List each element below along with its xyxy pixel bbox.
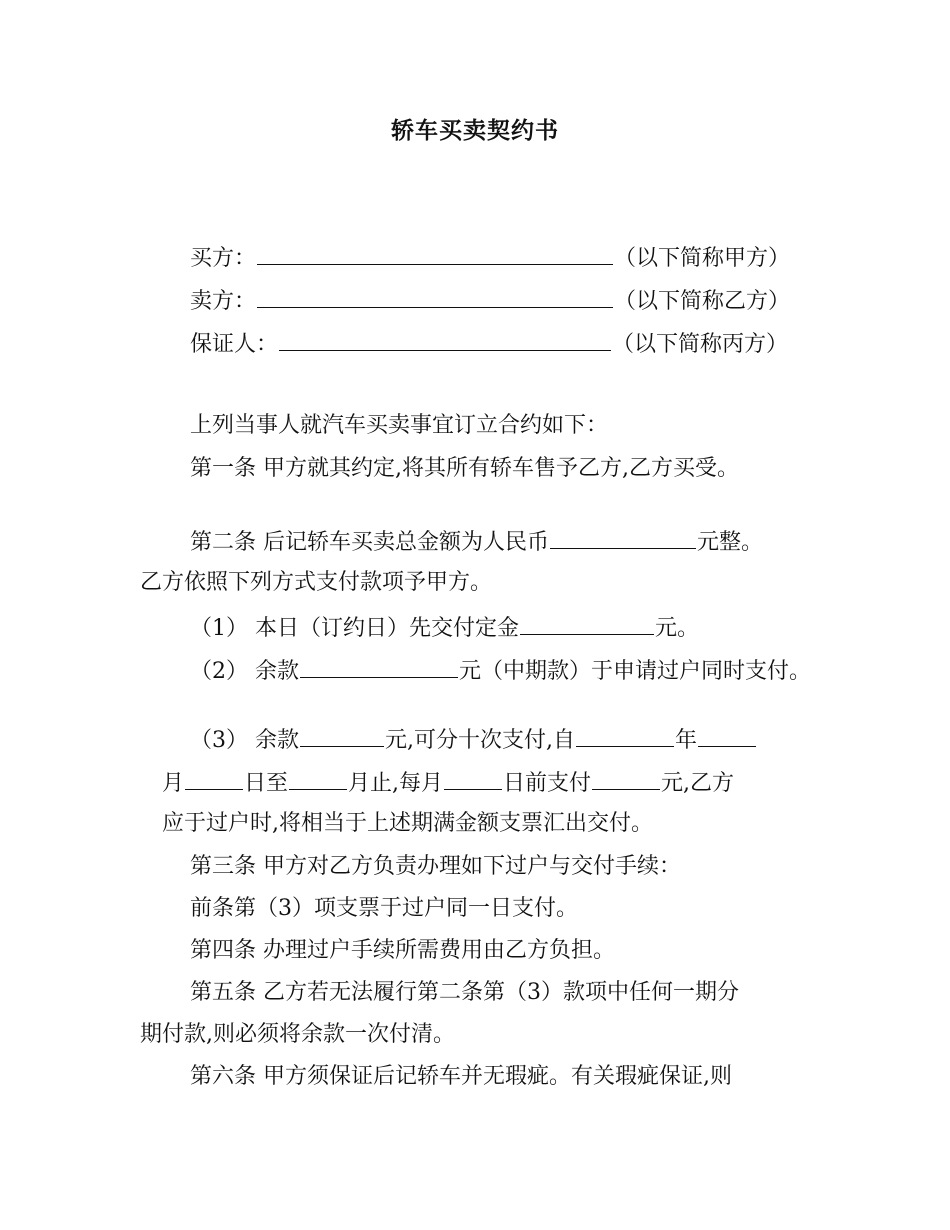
article-5-line-1: 第五条 乙方若无法履行第二条第（3）款项中任何一期分 — [190, 980, 739, 1005]
balance-amount-blank[interactable] — [300, 724, 384, 747]
payment-item-1-text: （1） 本日（订约日）先交付定金 — [190, 616, 519, 641]
payment-item-3-month: 月 — [162, 771, 185, 796]
payment-item-3-line-3: 应于过户时,将相当于上述期满金额支票汇出交付。 — [162, 811, 653, 836]
buyer-blank[interactable] — [257, 242, 613, 265]
payment-item-2-text: （2） 余款 — [190, 659, 299, 684]
installment-amount-blank[interactable] — [592, 767, 660, 790]
midterm-amount-blank[interactable] — [300, 655, 458, 678]
article-2-text-a: 第二条 后记轿车买卖总金额为人民币 — [190, 530, 549, 555]
payment-item-1 — [190, 612, 699, 643]
due-day-blank[interactable] — [444, 767, 502, 790]
payment-item-3-day-to: 日至 — [244, 771, 289, 796]
start-day-blank[interactable] — [185, 767, 243, 790]
start-year-blank[interactable] — [576, 724, 674, 747]
guarantor-suffix: （以下简称丙方） — [612, 332, 789, 357]
payment-item-1-unit: 元。 — [655, 616, 700, 641]
guarantor-blank[interactable] — [279, 328, 611, 351]
end-month-blank[interactable] — [289, 767, 347, 790]
seller-blank[interactable] — [257, 285, 613, 308]
buyer-label: 买方： — [190, 246, 257, 271]
payment-item-3-pay-before: 日前支付 — [503, 771, 592, 796]
payment-item-3-text-a: （3） 余款 — [190, 728, 299, 753]
article-6: 第六条 甲方须保证后记轿车并无瑕疵。有关瑕疵保证,则 — [190, 1064, 732, 1089]
article-4: 第四条 办理过户手续所需费用由乙方负担。 — [190, 938, 615, 963]
document-title: 轿车买卖契约书 — [391, 117, 559, 144]
article-2-line-1 — [190, 526, 763, 557]
guarantor-label: 保证人： — [190, 332, 279, 357]
seller-suffix: （以下简称乙方） — [614, 289, 791, 314]
payment-item-2 — [190, 655, 811, 686]
payment-item-2-rest: 元（中期款）于申请过户同时支付。 — [459, 659, 812, 684]
guarantor-line — [190, 328, 788, 359]
article-5-line-2: 期付款,则必须将余款一次付清。 — [140, 1022, 455, 1047]
payment-item-3-line-1 — [190, 724, 757, 755]
deposit-amount-blank[interactable] — [520, 612, 654, 635]
seller-label: 卖方： — [190, 289, 257, 314]
seller-line — [190, 285, 790, 316]
payment-item-3-year: 年 — [675, 728, 698, 753]
total-amount-blank[interactable] — [550, 526, 696, 549]
buyer-suffix: （以下简称甲方） — [614, 246, 791, 271]
intro-paragraph: 上列当事人就汽车买卖事宜订立合约如下： — [190, 413, 609, 438]
payment-item-3-text-b: 元,可分十次支付,自 — [385, 728, 575, 753]
article-3: 第三条 甲方对乙方负责办理如下过户与交付手续： — [190, 854, 681, 879]
article-1: 第一条 甲方就其约定,将其所有轿车售予乙方,乙方买受。 — [190, 456, 739, 481]
article-2-text-b: 元整。 — [697, 530, 764, 555]
start-month-blank[interactable] — [698, 724, 756, 747]
article-2-line-2: 乙方依照下列方式支付款项予甲方。 — [140, 570, 493, 595]
buyer-line — [190, 242, 790, 273]
payment-item-3-unit: 元,乙方 — [661, 771, 735, 796]
article-3-note: 前条第（3）项支票于过户同一日支付。 — [190, 896, 578, 921]
payment-item-3-monthly: 月止,每月 — [348, 771, 444, 796]
payment-item-3-line-2 — [162, 767, 734, 798]
